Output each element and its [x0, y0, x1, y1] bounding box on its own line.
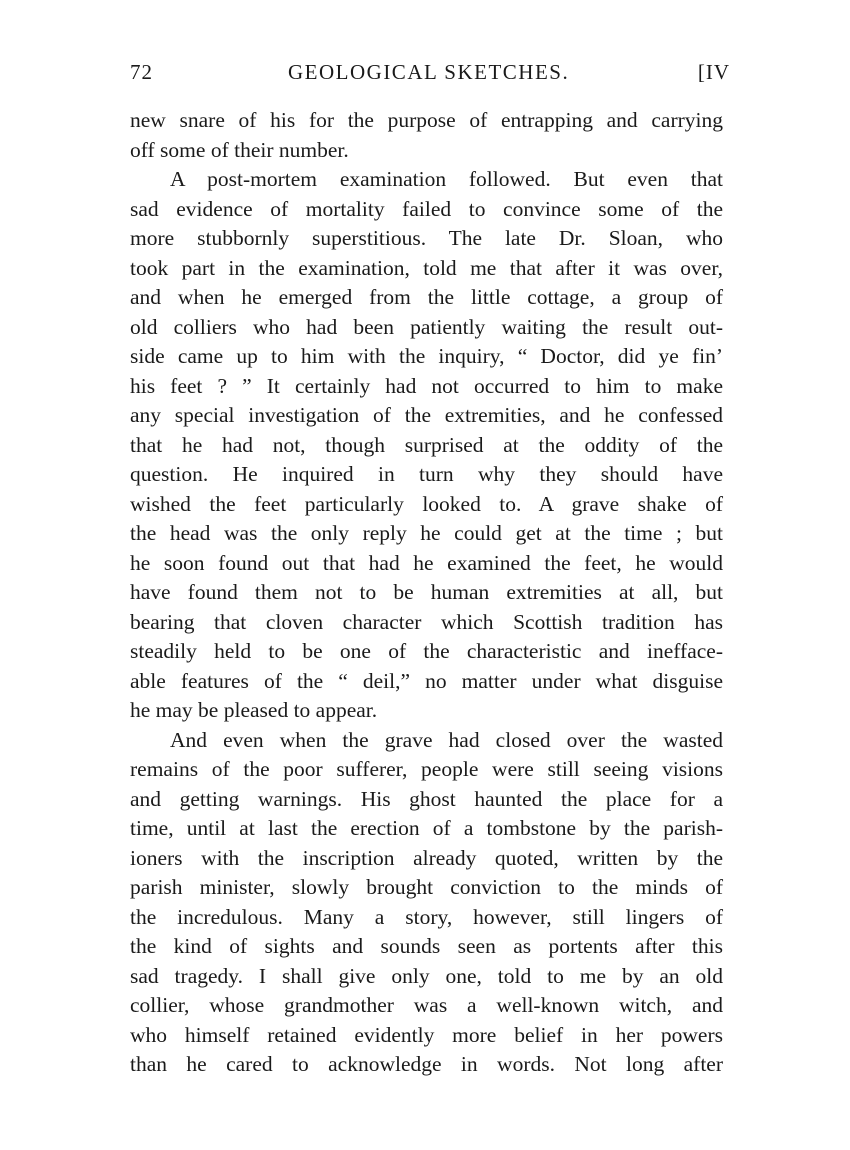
text-line: new snare of his for the purpose of entrapping and carrying: [130, 108, 723, 132]
running-header: [130, 60, 730, 92]
text-line: time, until at last the erection of a tombstone by the parish-: [130, 816, 723, 840]
text-line: more stubbornly superstitious. The late Dr. Sloan, who: [130, 226, 723, 250]
text-line: collier, whose grandmother was a well-known witch, and: [130, 993, 723, 1017]
text-line: wished the feet particularly looked to. A grave shake of: [130, 491, 723, 516]
body-text: [130, 106, 723, 1080]
page-number: 72: [130, 60, 153, 84]
text-line: question. He inquired in turn why they should have: [130, 462, 723, 486]
text-line: side came up to him with the inquiry, “ Doctor, did ye fin’: [130, 344, 723, 368]
text-line: than he cared to acknowledge in words. Not long after: [130, 1052, 723, 1076]
text-line: And even when the grave had closed over the wasted: [170, 727, 723, 752]
text-line: parish minister, slowly brought conviction to the minds of: [130, 875, 723, 899]
text-line: and when he emerged from the little cottage, a group of: [130, 285, 723, 309]
text-line: who himself retained evidently more belief in her powers: [130, 1022, 723, 1047]
text-line: any special investigation of the extremities, and he confessed: [130, 403, 723, 427]
text-line: off some of their number.: [130, 137, 349, 162]
text-line: that he had not, though surprised at the oddity of the: [130, 432, 723, 457]
text-line: bearing that cloven character which Scottish tradition has: [130, 609, 723, 634]
text-line: have found them not to be human extremities at all, but: [130, 580, 723, 604]
text-line: A post-mortem examination followed. But even that: [170, 167, 723, 191]
text-line: his feet ? ” It certainly had not occurred to him to make: [130, 373, 723, 398]
text-line: able features of the “ deil,” no matter under what disguise: [130, 668, 723, 693]
text-line: and getting warnings. His ghost haunted the place for a: [130, 786, 723, 811]
text-line: he may be pleased to appear.: [130, 698, 378, 722]
running-title: GEOLOGICAL SKETCHES.: [288, 60, 570, 84]
text-line: he soon found out that had he examined the feet, he would: [130, 550, 723, 575]
text-line: old colliers who had been patiently waiting the result out-: [130, 314, 723, 339]
text-line: the kind of sights and sounds seen as portents after this: [130, 934, 723, 958]
text-line: steadily held to be one of the characteristic and ineffacе-: [130, 639, 723, 663]
text-line: remains of the poor sufferer, people were still seeing visions: [130, 757, 723, 781]
text-line: the incredulous. Many a story, however, still lingers of: [130, 904, 723, 929]
text-line: took part in the examination, told me that after it was over,: [130, 255, 723, 280]
text-line: ioners with the inscription already quoted, written by the: [130, 845, 723, 870]
chapter-marker: [IV: [697, 60, 730, 84]
text-line: sad tragedy. I shall give only one, told to me by an old: [130, 963, 723, 988]
text-line: sad evidence of mortality failed to convince some of the: [130, 196, 723, 221]
text-line: the head was the only reply he could get at the time ; but: [130, 521, 723, 545]
